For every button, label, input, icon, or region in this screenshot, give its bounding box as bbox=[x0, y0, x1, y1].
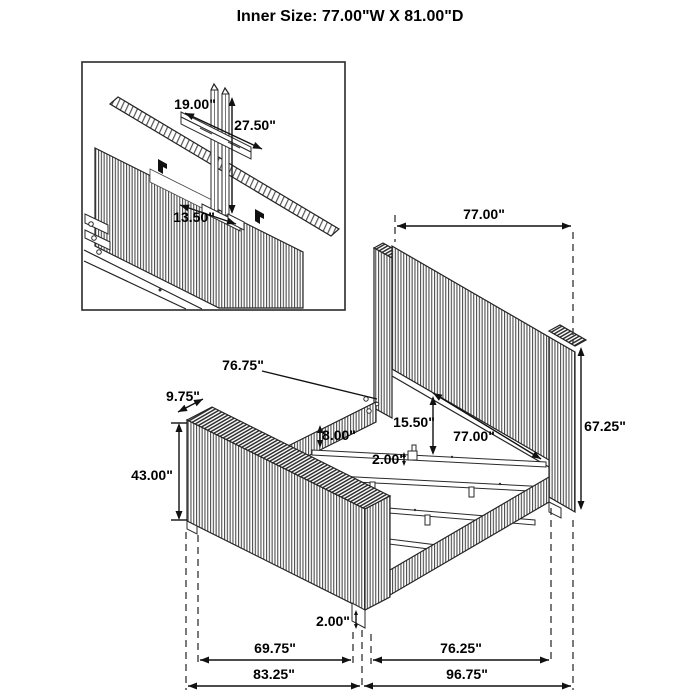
dim-label-plate-length: 13.50" bbox=[173, 209, 215, 225]
dim-label-inner-depth: 76.25" bbox=[440, 640, 482, 656]
diagram-title: Inner Size: 77.00"W X 81.00"D bbox=[236, 8, 464, 25]
headboard-bracket-inset bbox=[82, 62, 345, 310]
dim-label-side-rail-length: 76.75" bbox=[222, 357, 264, 373]
dim-label-headboard-width: 77.00" bbox=[463, 206, 505, 222]
slat-bracket bbox=[408, 451, 417, 460]
dim-label-glide-height: 2.00" bbox=[316, 613, 350, 629]
headboard-right-post bbox=[549, 337, 575, 512]
dim-label-overall-depth: 96.75" bbox=[446, 666, 488, 682]
dim-label-footboard-top-depth: 9.75" bbox=[166, 388, 200, 404]
dim-label-bracket-height: 27.50" bbox=[234, 117, 276, 133]
dim-label-headboard-height: 67.25" bbox=[584, 418, 626, 434]
dim-label-rail-height: 8.00" bbox=[322, 427, 356, 443]
dim-label-panel-to-slat: 15.50" bbox=[393, 414, 435, 430]
support-leg bbox=[469, 487, 474, 497]
dim-label-footboard-height: 43.00" bbox=[131, 467, 173, 483]
dim-label-slat-span: 69.75" bbox=[254, 640, 296, 656]
support-leg bbox=[425, 515, 430, 525]
dim-label-overall-width: 83.25" bbox=[253, 666, 295, 682]
dim-slat-height bbox=[372, 451, 406, 467]
headboard-left-post bbox=[374, 248, 392, 418]
dim-label-cleat-length: 19.00" bbox=[174, 96, 216, 112]
footboard-end-cap bbox=[365, 496, 390, 610]
dim-label-slat-height: 2.00" bbox=[372, 451, 406, 467]
dim-label-inner-width: 77.00" bbox=[453, 428, 495, 444]
